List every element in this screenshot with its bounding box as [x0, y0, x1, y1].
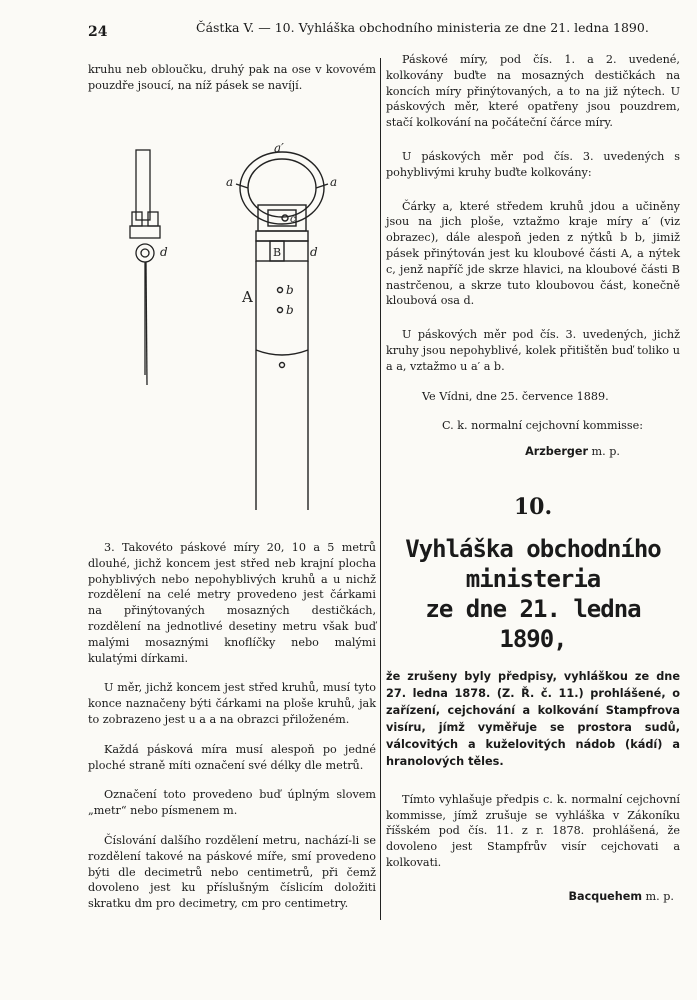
side-view-drawing — [130, 150, 160, 385]
paragraph: Čárky a, které středem kruhů jdou a učiněny jsou na jich ploše, vztažmo kraje míry a′ (viz obrazec), dále alespoň jeden z nýtků b b, jimiž pásek přinýtován jest ku kloubové části A, a nýtek c, jenž napříč jde skrze hlavici, na kloubové části B nastrčenou, a skrze tuto kloubovou část, konečně kloubová osa d. — [386, 199, 680, 308]
page-number: 24 — [88, 24, 108, 40]
date-line: Ve Vídni, dne 25. července 1889. — [422, 389, 609, 403]
label-A: A — [242, 288, 253, 306]
signature-name: Bacquehem — [568, 889, 642, 903]
paragraph: 3. Takovéto páskové míry 20, 10 a 5 metrů dlouhé, jichž koncem jest střed neb krajní plocha pohyblivých nebo nepohyblivých kruhů a u nichž rozdělení na celé metry provedeno jest čárkami na přinýtovaných mosazných destičkách, rozdělení na jednotlivé desetiny metru však buď malými mosaznými knoflíčky nebo malými kulatými dírkami. — [88, 541, 376, 665]
label-a-left: a — [226, 175, 234, 189]
signature-arzberger — [386, 444, 680, 460]
label-a-prime: a′ — [274, 141, 284, 155]
front-view-drawing — [236, 152, 328, 510]
right-column — [386, 52, 680, 905]
paragraph: Každá pásková míra musí alespoň po jedné ploché straně míti označení své délky dle metrů. — [88, 742, 376, 772]
column-divider — [380, 58, 381, 920]
label-c: c — [290, 214, 296, 225]
left-column-bottom — [88, 540, 376, 912]
signature-suffix: m. p. — [591, 445, 620, 459]
running-head: Částka V. — 10. Vyhláška obchodního ministeria ze dne 21. ledna 1890. — [196, 20, 649, 35]
label-d-left: d — [160, 245, 168, 259]
left-column-top — [88, 62, 376, 94]
paragraph: Číslování dalšího rozdělení metru, nachází-li se rozdělení takové na páskové míře, smí provedeno býti dle decimetrů nebo centimetrů, při čemž dovoleno jest ku příslušným číslicím doložiti skratku dm pro decimetry, cm pro centimetry. — [88, 833, 376, 911]
signature-bacquehem — [386, 889, 680, 905]
paragraph: Označení toto provedeno buď úplným slovem „metr“ nebo písmenem m. — [88, 788, 376, 818]
paragraph: Páskové míry, pod čís. 1. a 2. uvedené, kolkovány buďte na mosazných destičkách na koncích míry přinýtovaných, a to na již nýtech. U páskových měr, které opatřeny jsou pouzdrem, stačí kolkování na počáteční čárce míry. — [386, 53, 680, 130]
signature-name: Arzberger — [525, 445, 588, 459]
signature-suffix: m. p. — [645, 889, 674, 903]
title-line-2: ze dne 21. ledna 1890, — [425, 594, 641, 653]
title-line-1: Vyhláška obchodního ministeria — [405, 534, 661, 593]
label-d-right: d — [310, 245, 318, 259]
label-B: B — [273, 246, 282, 259]
paragraph: kruhu neb obloučku, druhý pak na ose v kovovém pouzdře jsoucí, na níž pásek se navíjí. — [88, 63, 376, 92]
subtitle: že zrušeny byly předpisy, vyhláškou ze dne 27. ledna 1878. (Z. Ř. č. 11.) prohlášené, o zařízení, cejchování a kolkování Stampfrova visíru, jímž vyměřuje se prostora sudů, válcovitých a kuželovitých nádob (kádí) a hranolových těles. — [386, 669, 680, 768]
tape-measure-figure — [110, 130, 350, 510]
paragraph: U páskových měr pod čís. 3. uvedených s pohyblivými kruhy buďte kolkovány: — [386, 149, 680, 179]
label-b2: b — [286, 303, 294, 317]
paragraph: Tímto vyhlašuje předpis c. k. normalní cejchovní kommisse, jímž zrušuje se vyhláška v Zákoníku říšském pod čís. 11. z r. 1878. prohlášená, že dovoleno jest Stampfrův visír cejchovati a kolkovati. — [386, 792, 680, 869]
label-b1: b — [286, 283, 294, 297]
label-a-right: a — [330, 175, 338, 189]
paragraph: U páskových měr pod čís. 3. uvedených, jichž kruhy jsou nepohyblivé, kolek přitištěn buď toliko u a a, vztažmo u a′ a b. — [386, 328, 680, 373]
commission-line: C. k. normalní cejchovní kommisse: — [442, 419, 644, 433]
section-number: 10. — [513, 493, 553, 520]
paragraph: U měr, jichž koncem jest střed kruhů, musí tyto konce naznačeny býti čárkami na ploše kruhů, jak to zobrazeno jest u a a na obrazci přiloženém. — [88, 681, 376, 726]
